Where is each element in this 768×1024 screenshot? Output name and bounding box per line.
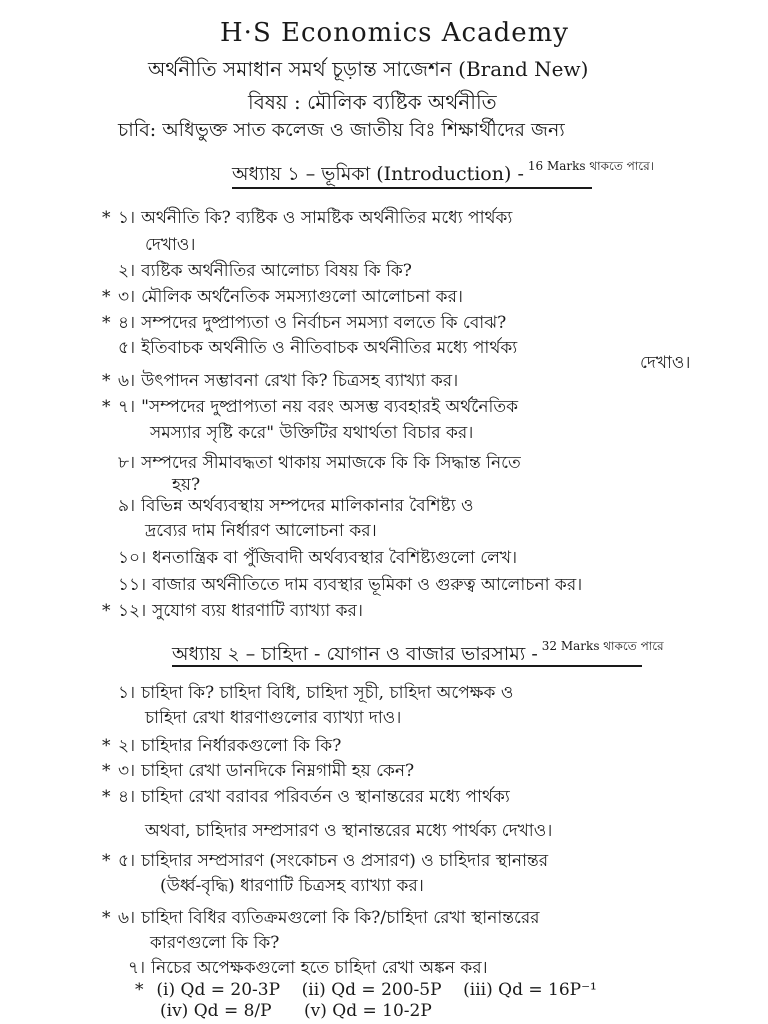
equation-row-1 [135,980,597,1000]
eq-label: (ii) [301,980,326,1000]
chapter-1-title: অধ্যায় ১ – ভূমিকা (Introduction) - [232,163,524,185]
list-item: * ১২। সুযোগ ব্যয় ধারণাটি ব্যাখ্যা কর। [102,601,363,621]
list-item-continuation: দেখাও। [145,235,196,255]
list-item-continuation: দেখাও। [640,353,691,373]
list-item: * ৩। মৌলিক অর্থনৈতিক সমস্যাগুলো আলোচনা কর। [102,287,464,307]
list-item: ১১। বাজার অর্থনীতিতে দাম ব্যবস্থার ভূমিকা ও গুরুত্ব আলোচনা কর। [118,575,583,595]
equation: Qd = 16P⁻¹ [498,980,597,1000]
list-item-continuation: অথবা, চাহিদার সম্প্রসারণ ও স্থানান্তরের মধ্যে পার্থক্য দেখাও। [145,821,553,841]
list-item: * ৭। "সম্পদের দুষ্প্রাপ্যতা নয় বরং অসম্ভ ব্যবহারই অর্থনৈতিক [102,397,519,417]
eq-label: (iv) [160,1001,189,1021]
list-item-continuation: চাহিদা রেখা ধারণাগুলোর ব্যাখ্যা দাও। [145,708,402,728]
list-item: * ৬। উৎপাদন সম্ভাবনা রেখা কি? চিত্রসহ ব্যাখ্যা কর। [102,371,459,391]
list-item-continuation: হয়? [172,475,201,495]
eq-label: (iii) [463,980,493,1000]
eq-label: (i) [156,980,176,1000]
eq-label: (v) [304,1001,327,1021]
chapter-1-underline [232,187,592,189]
subject-line: বিষয় : মৌলিক ব্যষ্টিক অর্থনীতি [248,90,497,114]
academy-title: H·S Economics Academy [220,18,569,48]
list-item: * ৩। চাহিদা রেখা ডানদিকে নিম্নগামী হয় কেন? [102,761,415,781]
equation: Qd = 200-5P [331,980,442,1000]
list-item: ৭। নিচের অপেক্ষকগুলো হতে চাহিদা রেখা অঙ্কন কর। [128,958,488,978]
list-item: ১। চাহিদা কি? চাহিদা বিধি, চাহিদা সূচী, চাহিদা অপেক্ষক ও [118,683,514,703]
suggestion-title: অর্থনীতি সমাধান সমর্থ চূড়ান্ত সাজেশন (Brand New) [148,57,589,81]
chapter-2-title: অধ্যায় ২ – চাহিদা - যোগান ও বাজার ভারসাম্য - [172,643,538,665]
star-marker: * [135,980,144,1000]
list-item: ২। ব্যষ্টিক অর্থনীতির আলোচ্য বিষয় কি কি? [118,261,412,281]
list-item: * ২। চাহিদার নির্ধারকগুলো কি কি? [102,736,342,756]
equation: Qd = 8/P [193,1001,272,1021]
chapter-2-heading [172,640,664,672]
equation: Qd = 20-3P [180,980,281,1000]
list-item: ৮। সম্পদের সীমাবদ্ধতা থাকায় সমাজকে কি কি সিদ্ধান্ত নিতে [118,453,521,473]
list-item: * ৪। চাহিদা রেখা বরাবর পরিবর্তন ও স্থানান্তরের মধ্যে পার্থক্য [102,787,510,807]
audience-line: চাবি: অধিভুক্ত সাত কলেজ ও জাতীয় বিঃ শিক্ষার্থীদের জন্য [118,119,565,141]
list-item: ৫। ইতিবাচক অর্থনীতি ও নীতিবাচক অর্থনীতির মধ্যে পার্থক্য [118,338,518,358]
list-item: * ৬। চাহিদা বিধির ব্যতিক্রমগুলো কি কি?/চাহিদা রেখা স্থানান্তরের [102,908,540,928]
chapter-1-marks: 16 Marks থাকতে পারে। [527,159,655,173]
list-item: * ৪। সম্পদের দুষ্প্রাপ্যতা ও নির্বাচন সমস্যা বলতে কি বোঝ? [102,313,507,333]
list-item-continuation: (উর্ধ্ব-বৃদ্ধি) ধারণাটি চিত্রসহ ব্যাখ্যা কর। [160,876,424,896]
list-item: * ১। অর্থনীতি কি? ব্যষ্টিক ও সামষ্টিক অর্থনীতির মধ্যে পার্থক্য [102,208,513,228]
list-item-continuation: কারণগুলো কি কি? [150,933,280,953]
chapter-2-underline [172,665,642,667]
chapter-2-marks: 32 Marks থাকতে পারে [541,639,664,653]
list-item: ৯। বিভিন্ন অর্থব্যবস্থায় সম্পদের মালিকানার বৈশিষ্ট্য ও [118,496,474,516]
list-item: ১০। ধনতান্ত্রিক বা পুঁজিবাদী অর্থব্যবস্থার বৈশিষ্ট্যগুলো লেখ। [118,548,518,568]
list-item-continuation: দ্রব্যের দাম নির্ধারণ আলোচনা কর। [145,521,377,541]
equation-row-2 [160,1001,432,1021]
list-item: * ৫। চাহিদার সম্প্রসারণ (সংকোচন ও প্রসারণ) ও চাহিদার স্থানান্তর [102,851,549,871]
list-item-continuation: সমস্যার সৃষ্টি করে" উক্তিটির যথার্থতা বিচার কর। [150,423,474,443]
equation: Qd = 10-2P [332,1001,432,1021]
